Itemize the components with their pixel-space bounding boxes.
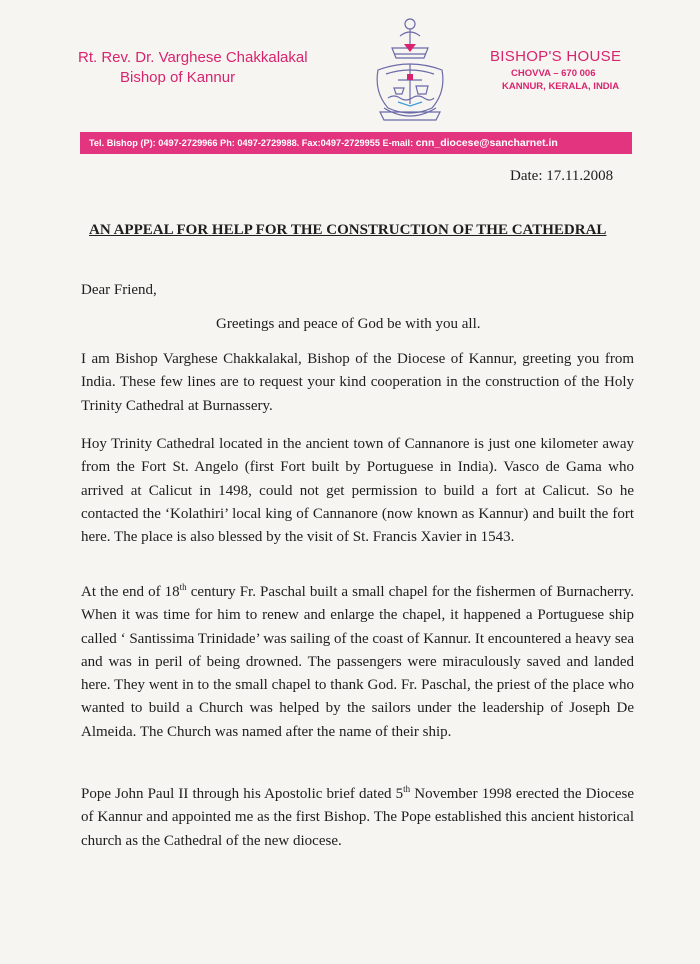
letter-title: AN APPEAL FOR HELP FOR THE CONSTRUCTION OF THE CATHEDRAL xyxy=(89,222,607,238)
paragraph-diocese xyxy=(81,783,634,853)
sender-name: Rt. Rev. Dr. Varghese Chakkalakal xyxy=(78,49,308,66)
sender-block xyxy=(78,48,308,88)
paragraph-introduction: I am Bishop Varghese Chakkalakal, Bishop of the Diocese of Kannur, greeting you from India. These few lines are to request your kind cooperation in the construction of the Holy Trinity Cathedral at Burnassery. xyxy=(81,351,634,414)
superscript-th: th xyxy=(403,784,411,794)
paragraph-diocese-rest: November 1998 erected the Diocese of Kannur and appointed me as the first Bishop. The Pope established this ancient historical church as the Cathedral of the new diocese. xyxy=(81,786,634,849)
sender-title: Bishop of Kannur xyxy=(120,69,236,86)
paragraph-chapel xyxy=(81,581,634,744)
paragraph-history: Hoy Trinity Cathedral located in the ancient town of Cannanore is just one kilometer away from the Fort St. Angelo (first Fort built by Portuguese in India). Vasco de Gama who arrived at Calicut in 1498, could not get permission to build a fort at Calicut. So he contacted the ‘Kolathiri’ local king of Cannanore (now known as Kannur) and built the fort here. The place is also blessed by the visit of St. Francis Xavier in 1543. xyxy=(81,436,634,546)
paragraph-diocese-start: Pope John Paul II through his Apostolic brief dated 5 xyxy=(81,786,404,802)
bishops-house-block xyxy=(490,47,621,93)
paragraph-chapel-start: At the end of 18 xyxy=(81,584,180,600)
house-address xyxy=(490,67,621,93)
letter-date: Date: 17.11.2008 xyxy=(510,168,614,184)
contact-numbers: Tel. Bishop (P): 0497-2729966 Ph: 0497-2729988. Fax:0497-2729955 E-mail: xyxy=(89,138,416,148)
address-line-2: KANNUR, KERALA, INDIA xyxy=(502,81,620,92)
house-title: BISHOP'S HOUSE xyxy=(490,48,622,65)
contact-email: cnn_diocese@sancharnet.in xyxy=(415,137,558,149)
contact-bar xyxy=(80,132,632,154)
diocese-crest-icon xyxy=(370,14,450,126)
address-line-1: CHOVVA – 670 006 xyxy=(511,68,596,79)
paragraph-chapel-rest: century Fr. Paschal built a small chapel for the fishermen of Burnacherry. When it was time for him to renew and enlarge the chapel, it happened a Portuguese ship called ‘ Santissima Trinidade’ was sailing of the coast of Kannur. It encountered a heavy sea and was in peril of being drowned. The passengers were miraculously saved and landed here. They went in to the small chapel to thank God. Fr. Paschal, the priest of the place who wanted to build a Church was helped by the sailors under the leadership of Joseph De Almeida. The Church was named after the name of their ship. xyxy=(81,584,634,740)
greeting-line: Greetings and peace of God be with you all. xyxy=(216,316,481,332)
superscript-th: th xyxy=(179,582,187,592)
salutation: Dear Friend, xyxy=(81,282,157,298)
